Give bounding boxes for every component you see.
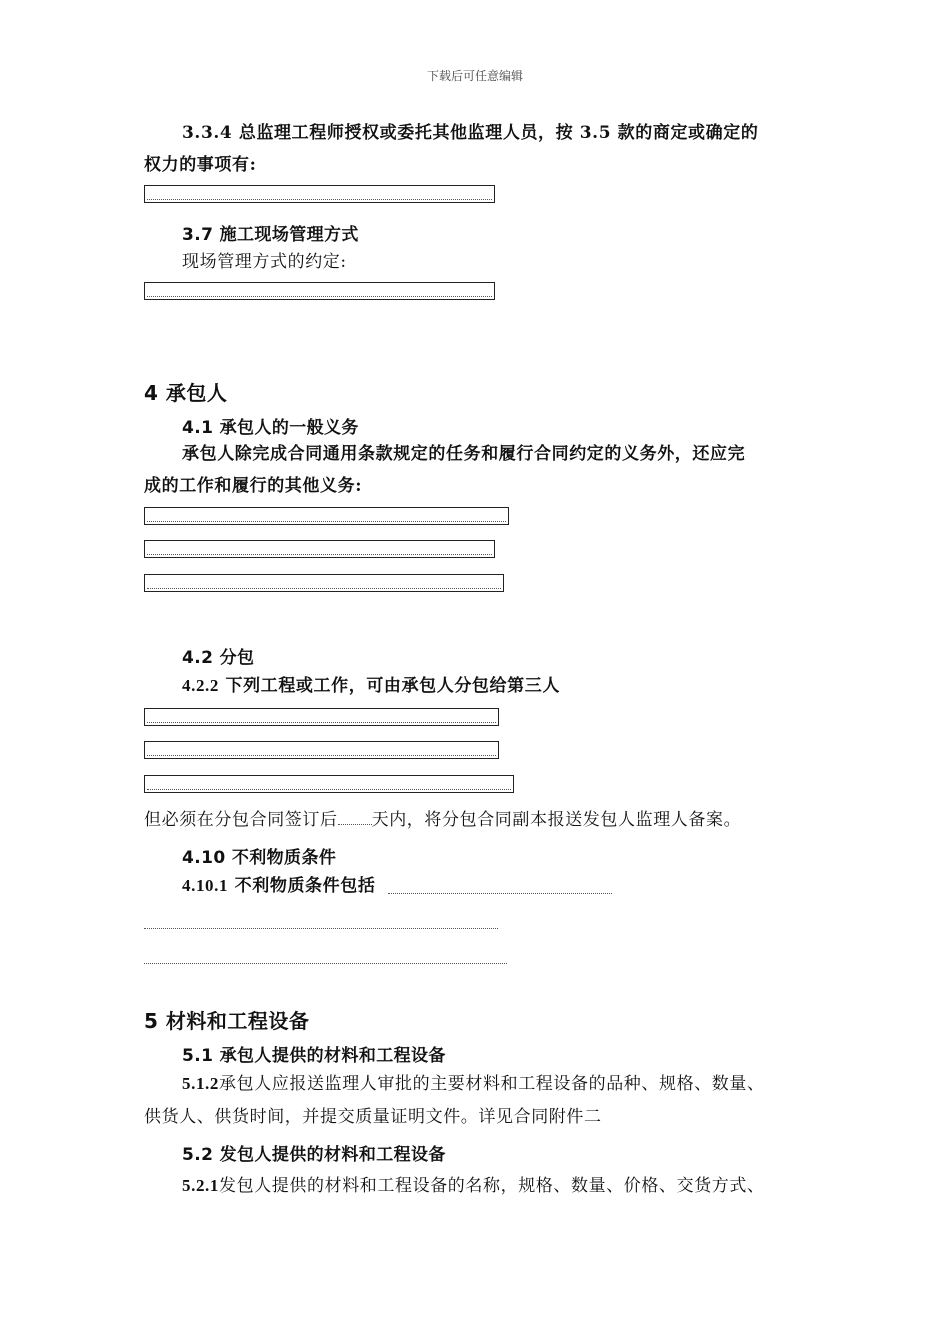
- clause-3-7-heading: 3.7 施工现场管理方式: [182, 225, 359, 245]
- subcontract-days-blank[interactable]: [338, 810, 372, 825]
- clause-5-1-2-text: 承包人应报送监理人审批的主要材料和工程设备的品种、规格、数量、: [219, 1074, 765, 1094]
- clause-4-10-1-line: [182, 870, 375, 902]
- clause-3-3-4-line1: 3.3.4 总监理工程师授权或委托其他监理人员，按 3.5 款的商定或确定的: [182, 123, 759, 143]
- clause-4-2-2-text: 下列工程或工作，可由承包人分包给第三人: [225, 676, 560, 696]
- clause-5-1-2-line1: [182, 1068, 765, 1100]
- clause-4-10-1-blank-line-2[interactable]: [144, 963, 507, 964]
- clause-4-10-1-blank-line-1[interactable]: [144, 928, 498, 929]
- clause-4-1-fill-field-1[interactable]: [144, 507, 509, 525]
- clause-4-1-fill-field-3[interactable]: [144, 574, 504, 592]
- clause-5-2-1-number: 5.2.1: [182, 1176, 219, 1195]
- clause-4-1-fill-field-2[interactable]: [144, 540, 495, 558]
- clause-4-10-1-text: 不利物质条件包括: [234, 876, 376, 896]
- clause-4-2-2-number: 4.2.2: [182, 676, 219, 695]
- clause-4-1-heading: 4.1 承包人的一般义务: [182, 418, 359, 438]
- clause-4-2-2-fill-field-1[interactable]: [144, 708, 499, 726]
- clause-4-10-1-number: 4.10.1: [182, 876, 229, 895]
- clause-5-2-heading: 5.2 发包人提供的材料和工程设备: [182, 1145, 446, 1165]
- page-header-note: 下载后可任意编辑: [426, 69, 523, 83]
- subcontract-filing-text-b: 天内，将分包合同副本报送发包人监理人备案。: [371, 810, 742, 830]
- clause-3-3-4-fill-field[interactable]: [144, 185, 495, 203]
- clause-5-1-2-number: 5.1.2: [182, 1074, 219, 1093]
- subcontract-filing-line: [144, 804, 741, 836]
- clause-5-1-heading: 5.1 承包人提供的材料和工程设备: [182, 1046, 446, 1066]
- clause-4-1-line2: 成的工作和履行的其他义务:: [144, 476, 363, 496]
- clause-4-10-heading: 4.10 不利物质条件: [182, 848, 337, 868]
- clause-4-2-heading: 4.2 分包: [182, 648, 255, 668]
- clause-4-2-2-line: [182, 670, 560, 702]
- clause-3-7-text: 现场管理方式的约定:: [182, 252, 347, 272]
- chapter-5-heading: 5 材料和工程设备: [144, 1009, 310, 1033]
- clause-3-7-fill-field[interactable]: [144, 282, 495, 300]
- clause-5-2-1-line1: [182, 1170, 765, 1202]
- clause-4-1-line1: 承包人除完成合同通用条款规定的任务和履行合同约定的义务外，还应完: [182, 444, 746, 464]
- clause-4-2-2-fill-field-3[interactable]: [144, 775, 514, 793]
- clause-3-3-4-line2: 权力的事项有:: [144, 155, 257, 175]
- clause-4-2-2-fill-field-2[interactable]: [144, 741, 499, 759]
- clause-5-2-1-text: 发包人提供的材料和工程设备的名称，规格、数量、价格、交货方式、: [219, 1176, 765, 1196]
- clause-4-10-1-blank-inline[interactable]: [388, 893, 612, 894]
- subcontract-filing-text-a: 但必须在分包合同签订后: [144, 810, 338, 830]
- chapter-4-heading: 4 承包人: [144, 381, 228, 405]
- clause-5-1-2-line2: 供货人、供货时间，并提交质量证明文件。详见合同附件二: [144, 1107, 602, 1127]
